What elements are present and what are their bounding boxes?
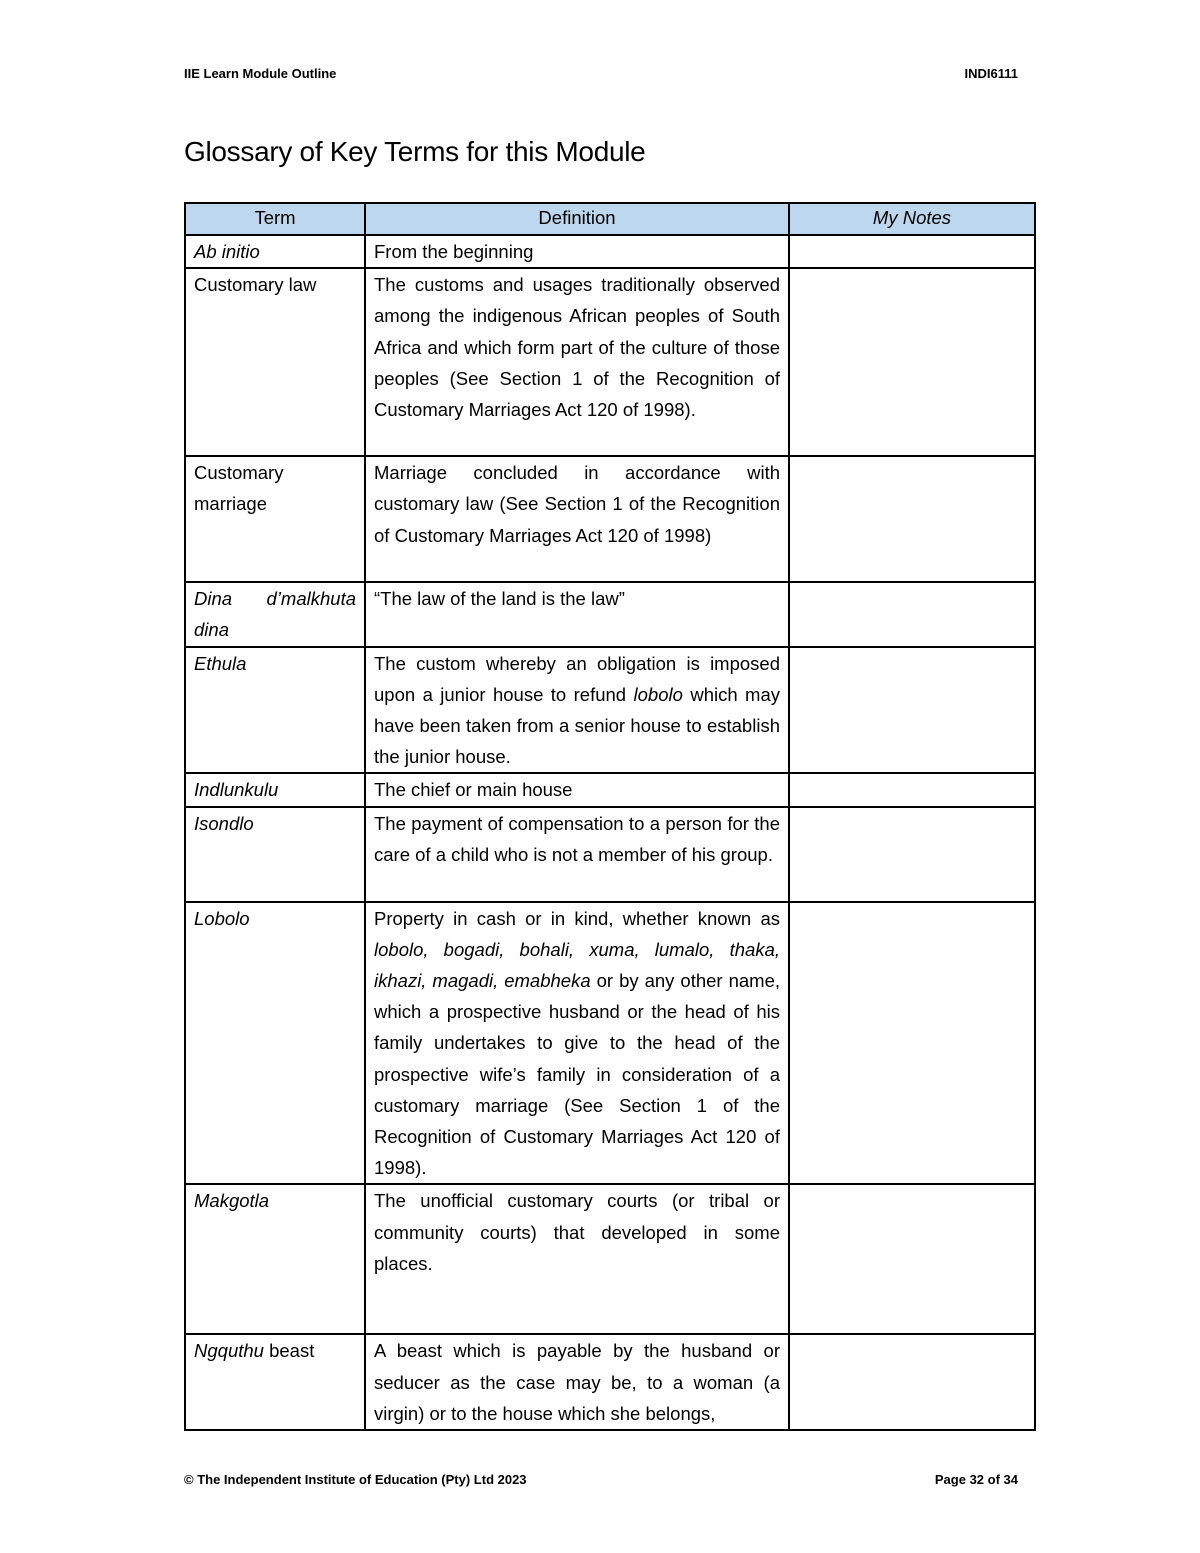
- notes-cell[interactable]: [789, 235, 1035, 268]
- term-text: Dina d’malkhuta dina: [194, 588, 356, 641]
- definition-italic-terms: lobolo, bogadi, bohali, xuma, lumalo, thaka, ikhazi, magadi, emabheka: [374, 938, 780, 992]
- definition-cell: [365, 582, 789, 646]
- term-text: Isondlo: [194, 812, 254, 834]
- footer-page-number: Page 32 of 34: [934, 1472, 1018, 1487]
- footer-copyright: © The Independent Institute of Education (Pty) Ltd 2023: [184, 1472, 527, 1487]
- term-cell: [185, 1184, 365, 1334]
- notes-cell[interactable]: [789, 582, 1035, 646]
- definition-cell: [365, 235, 789, 268]
- notes-cell[interactable]: [789, 1184, 1035, 1334]
- definition-cell: [365, 456, 789, 582]
- table-row: [185, 235, 1035, 268]
- table-row: [185, 647, 1035, 774]
- table-row: [185, 582, 1035, 646]
- notes-cell[interactable]: [789, 647, 1035, 774]
- definition-cell: [365, 773, 789, 806]
- term-text: Customary marriage: [194, 462, 284, 515]
- notes-cell[interactable]: [789, 773, 1035, 806]
- column-header-definition: Definition: [365, 203, 789, 235]
- term-suffix: beast: [263, 1340, 315, 1362]
- term-cell: [185, 582, 365, 646]
- table-row: [185, 268, 1035, 456]
- table-row: [185, 773, 1035, 806]
- definition-cell: [365, 807, 789, 902]
- definition-cell: [365, 647, 789, 774]
- definition-cell: [365, 1184, 789, 1334]
- notes-cell[interactable]: [789, 456, 1035, 582]
- term-cell: [185, 807, 365, 902]
- term-cell: [185, 773, 365, 806]
- term-text: Ab initio: [194, 241, 260, 262]
- definition-text: The custom whereby an obligation is imposed upon a junior house to refund: [374, 652, 780, 705]
- table-row: [185, 902, 1035, 1185]
- definition-text: The unofficial customary courts (or tribal or community courts) that developed in some places.: [374, 1190, 780, 1274]
- glossary-table: [184, 202, 1036, 1431]
- term-text: Makgotla: [194, 1190, 270, 1212]
- notes-cell[interactable]: [789, 807, 1035, 902]
- table-row: [185, 1334, 1035, 1430]
- term-text: Indlunkulu: [194, 779, 279, 801]
- table-header-row: [185, 203, 1035, 235]
- definition-text: The payment of compensation to a person for the care of a child who is not a member of his group.: [374, 812, 780, 865]
- term-cell: [185, 647, 365, 774]
- table-row: [185, 1184, 1035, 1334]
- notes-cell[interactable]: [789, 902, 1035, 1185]
- term-cell: [185, 235, 365, 268]
- definition-italic-term: lobolo: [633, 683, 683, 705]
- definition-text: The chief or main house: [374, 779, 573, 801]
- definition-cell: [365, 1334, 789, 1430]
- table-row: [185, 456, 1035, 582]
- table-row: [185, 807, 1035, 902]
- definition-text: “The law of the land is the law”: [374, 588, 625, 610]
- notes-cell[interactable]: [789, 1334, 1035, 1430]
- term-cell: [185, 268, 365, 456]
- term-text: Customary law: [194, 274, 317, 296]
- header-module-title: IIE Learn Module Outline: [184, 66, 337, 81]
- definition-cell: [365, 268, 789, 456]
- column-header-term: Term: [185, 203, 365, 235]
- definition-text: which may have been taken from a senior house to establish the junior house.: [374, 683, 780, 768]
- definition-text: The customs and usages traditionally observed among the indigenous African peoples of South Africa and which form part of the culture of those peoples (See Section 1 of the Recognition of Customary Marriages Act 120 of 1998).: [374, 274, 780, 421]
- term-text: Ethula: [194, 652, 247, 674]
- page-title: Glossary of Key Terms for this Module: [184, 136, 646, 167]
- term-cell: [185, 456, 365, 582]
- definition-text: Property in cash or in kind, whether known as: [374, 907, 780, 929]
- term-cell: [185, 1334, 365, 1430]
- definition-text: From the beginning: [374, 241, 534, 262]
- notes-cell[interactable]: [789, 268, 1035, 456]
- definition-text: A beast which is payable by the husband or seducer as the case may be, to a woman (a virgin) or to the house which she belongs,: [374, 1340, 780, 1424]
- definition-text: Marriage concluded in accordance with customary law (See Section 1 of the Recognition of Customary Marriages Act 120 of 1998): [374, 462, 780, 546]
- term-cell: [185, 902, 365, 1185]
- header-module-code: INDI6111: [964, 66, 1018, 81]
- term-text: Ngquthu: [194, 1340, 264, 1362]
- term-text: Lobolo: [194, 907, 250, 929]
- definition-text: or by any other name, which a prospective husband or the head of his family undertakes to give to the head of the prospective wife’s family in consideration of a customary marriage (See Section 1 of the Recognition of Customary Marriages Act 120 of 1998).: [374, 970, 780, 1179]
- column-header-my-notes: My Notes: [789, 203, 1035, 235]
- definition-cell: [365, 902, 789, 1185]
